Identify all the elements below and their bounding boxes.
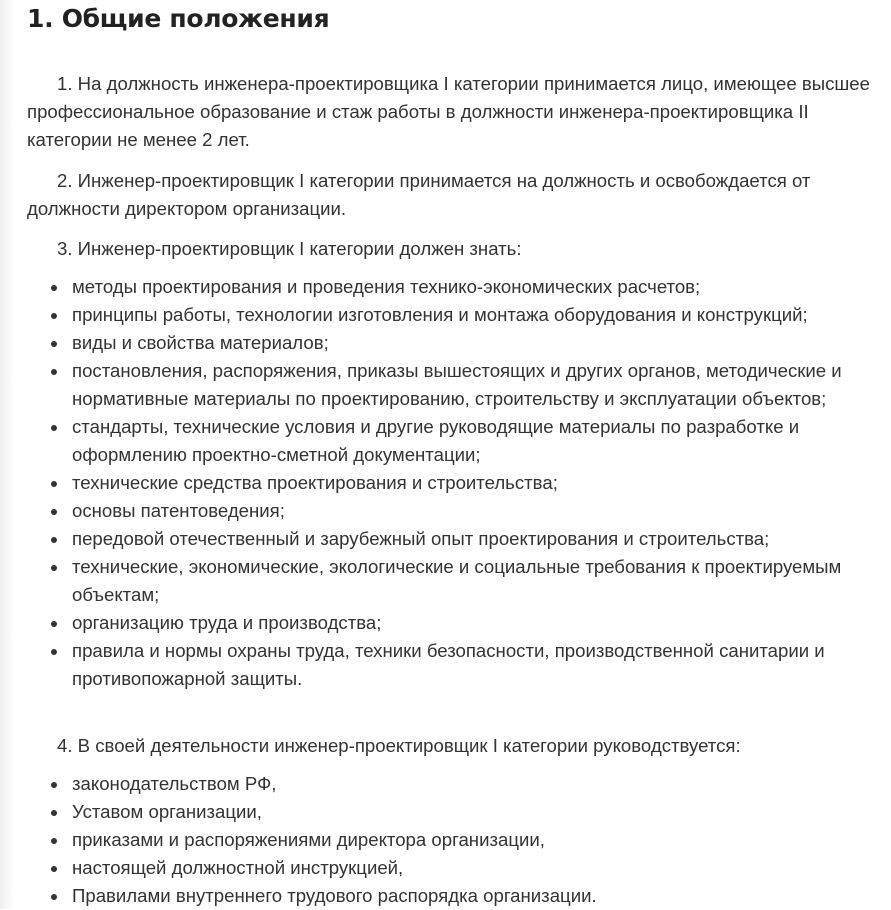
list-item: методы проектирования и проведения технико-экономических расчетов; — [27, 273, 891, 301]
list-item: законодательством РФ, — [27, 770, 891, 798]
paragraph-2: 2. Инженер-проектировщик I категории принимается на должность и освобождается от должности директором организации. — [27, 170, 811, 219]
list-item: стандарты, технические условия и другие руководящие материалы по разработке и оформлению проектно-сметной документации; — [27, 413, 891, 469]
section-heading: 1. Общие положения — [27, 4, 330, 33]
paragraph-1: 1. На должность инженера-проектировщика I категории принимается лицо, имеющее высшее профессиональное образование и стаж работы в должности инженера-проектировщика II категории не менее 2 лет. — [27, 73, 870, 150]
knowledge-list — [27, 273, 891, 693]
list-item: технические, экономические, экологические и социальные требования к проектируемым объектам; — [27, 553, 891, 609]
list-item: организацию труда и производства; — [27, 609, 891, 637]
list-item: виды и свойства материалов; — [27, 329, 891, 357]
list-item: настоящей должностной инструкцией, — [27, 854, 891, 882]
list-item: приказами и распоряжениями директора организации, — [27, 826, 891, 854]
list-item: Правилами внутреннего трудового распорядка организации. — [27, 882, 891, 910]
list-item: основы патентоведения; — [27, 497, 891, 525]
list-item: Уставом организации, — [27, 798, 891, 826]
paragraph-3: 3. Инженер-проектировщик I категории должен знать: — [57, 238, 522, 259]
list-item: передовой отечественный и зарубежный опыт проектирования и строительства; — [27, 525, 891, 553]
left-edge-shadow — [0, 0, 14, 909]
list-item: постановления, распоряжения, приказы вышестоящих и других органов, методические и нормативные материалы по проектированию, строительству и эксплуатации объектов; — [27, 357, 891, 413]
list-item: технические средства проектирования и строительства; — [27, 469, 891, 497]
list-item: правила и нормы охраны труда, техники безопасности, производственной санитарии и противопожарной защиты. — [27, 637, 891, 693]
guidance-list — [27, 770, 891, 910]
list-item: принципы работы, технологии изготовления и монтажа оборудования и конструкций; — [27, 301, 891, 329]
paragraph-4: 4. В своей деятельности инженер-проектировщик I категории руководствуется: — [57, 735, 741, 756]
